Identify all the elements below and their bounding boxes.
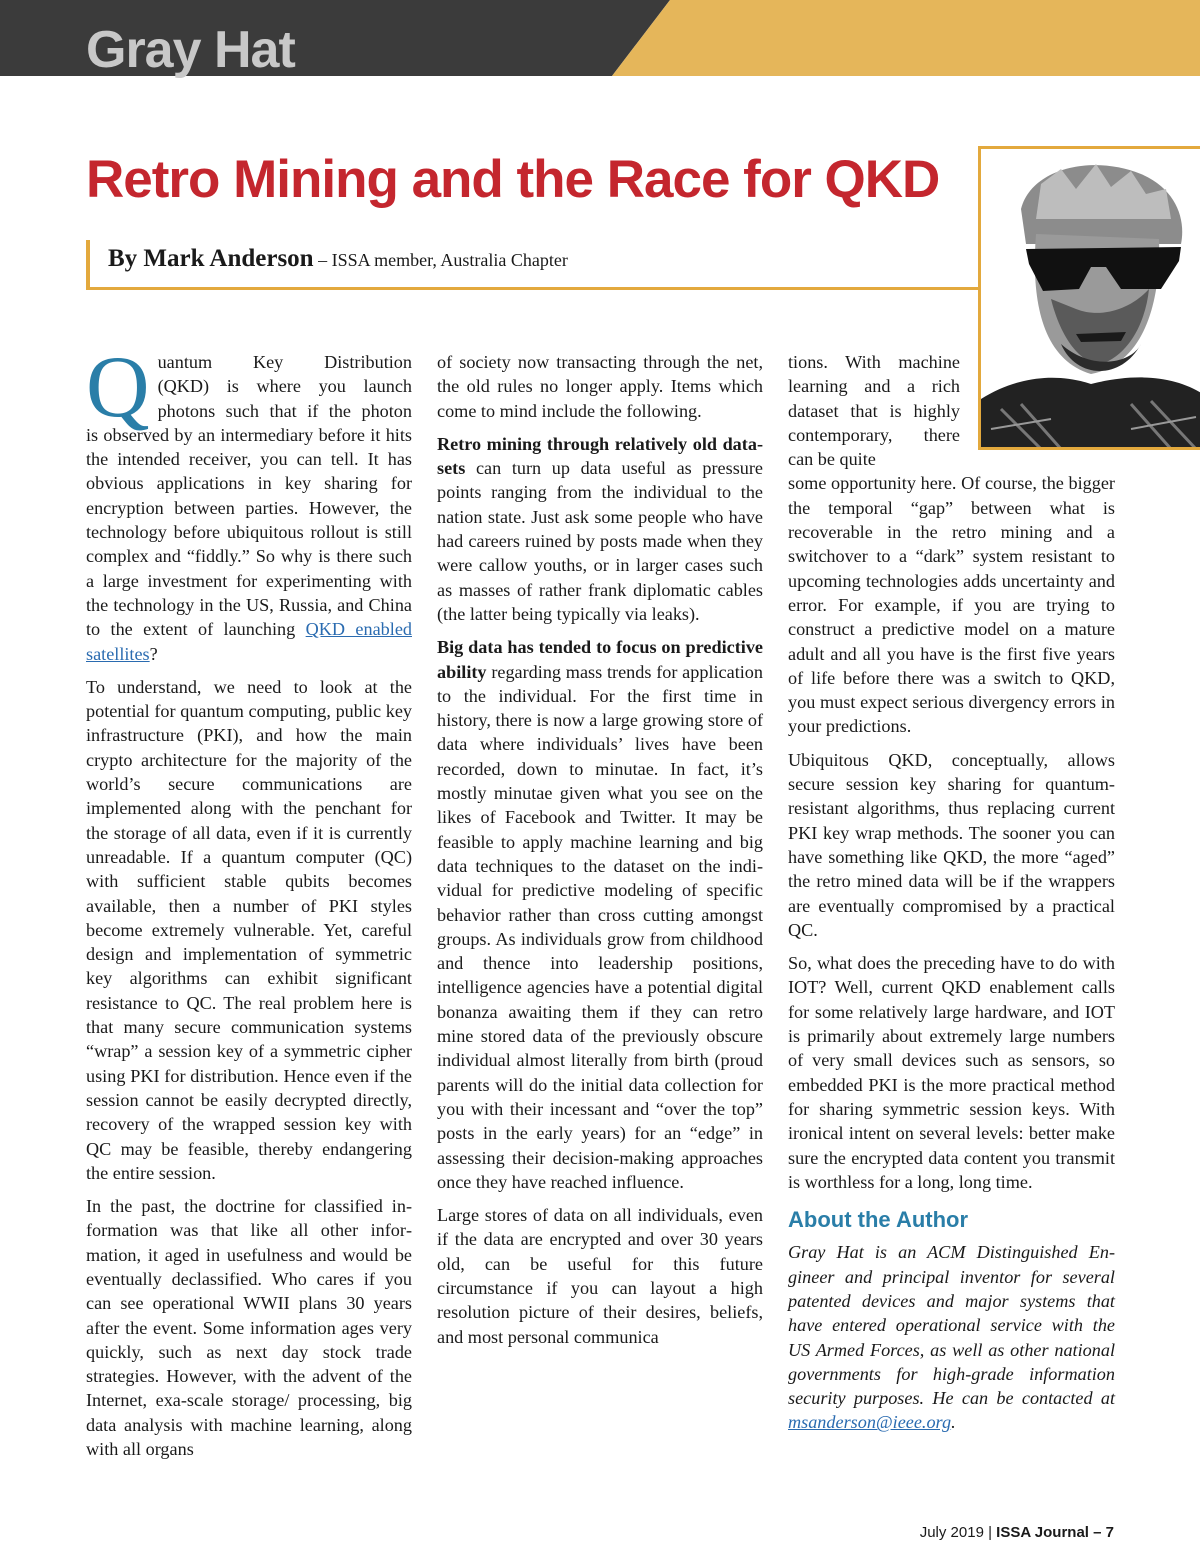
p1-line-2: (QKD) is where you launch	[157, 376, 412, 397]
byline	[108, 245, 568, 273]
retro-mining-lead: Retro mining through relatively old datasets	[437, 433, 763, 479]
author-affiliation: – ISSA member, Australia Chapter	[313, 250, 568, 270]
p8-narrow: tions. With machine learning and a rich dataset that is highly contemporary, there can be quite	[788, 352, 960, 470]
footer-date: July 2019 |	[919, 1524, 997, 1541]
page-footer	[920, 1524, 1114, 1541]
byline-box	[86, 240, 978, 290]
qkd-satellites-link[interactable]: QKD enabled satellites	[86, 619, 412, 664]
p1-end: ?	[149, 643, 158, 664]
about-author-text	[788, 1240, 1115, 1434]
p8-rest: some opportunity here. Of course, the bigger the temporal “gap” between what is recoverable in the retro mining and a switchover to a “dark” system resistant to upcoming technologies adds uncertainty and error. For example, if you are trying to construct a predictive model on a mature adult and all you have is the first five years of life before there was a switch to QKD, you must expect serious divergency errors in your predictions.	[788, 473, 1115, 737]
p6-text: regarding mass trends for application to the individual. For the first time in history, there is now a large growing store of data where individuals’ lives have been recorded, down to minutae. In fact, it’s mostly minutae given what you see on the likes of Facebook and Twitter. It may be feasible to apply machine learning and big data techniques to the dataset on the individual for predictive modeling of specific behavior rather than cross cutting amongst groups. As individuals grow from childhood and thence into leadership positions, intelligence agencies have a potential digital bonanza awaiting them if they can retro mine stored data of the previously obscure individual almost literally from birth (proud parents will do the initial data collection for you with their incessant and “over the top” posts in the early years) for an “edge” in assessing their decision-making approaches once they have reached influence.	[437, 661, 763, 1192]
p1-line-1: uantum Key Distribution	[157, 352, 412, 372]
paragraph-6	[437, 635, 763, 1194]
p1-rest: is observed by an intermediary before it hits the intended receiver, you can tell. It has obvious applications in key sharing for encryption between parties. However, the technology before ubiquitous rollout is still complex and “fiddly.” So why is there such a large investment for experimenting with the technology in the US, Russia, and China to the extent of launching	[86, 424, 412, 640]
column-1	[86, 339, 412, 1470]
paragraph-4: of society now transacting through the net, the old rules no longer apply. Items which come to mind include the following.	[437, 352, 763, 421]
paragraph-10: So, what does the preceding have to do with IOT? Well, current QKD enablement calls for some relatively large hardware, and IOT is primarily about extremely large numbers of very small devices such as sensors, so embedded PKI is the more practical method for sharing symmetric session keys. With ironical intent on several levels: better make sure the encrypted data content you transmit is worthless for a long, long time.	[788, 953, 1115, 1192]
column-3	[788, 350, 1115, 1444]
paragraph-8	[788, 350, 1115, 739]
big-data-lead: Big data has tended to focus on predictive ability	[437, 637, 763, 682]
drop-cap: Q	[86, 339, 150, 436]
about-author-heading: About the Author	[788, 1207, 969, 1233]
footer-journal: ISSA Journal – 7	[996, 1524, 1114, 1541]
paragraph-7: Large stores of data on all individuals, even if the data are encrypted and over 30 years old, can be useful for this future circumstance if you can layout a high resolution picture of their desires, beliefs, and most personal communica	[437, 1205, 763, 1347]
paragraph-2: To understand, we need to look at the potential for quantum computing, public key infrastructure (PKI), and how the main crypto architecture for the majority of the world’s secure communications are implemented along with the penchant for the storage of all data, even if it is currently unreadable. If a quantum computer (QC) with sufficient stable qubits becomes available, then a number of PKI styles become extremely vulnerable. Yet, careful design and implementation of symmetric key algorithms can exhibit significant resistance to QC. The real problem here is that many secure communication systems “wrap” a session key of a symmetric cipher using PKI for distribution. Hence even if the session cannot be easily decrypted directly, recovery of the wrapped session key with QC may be feasible, thereby endangering the entire session.	[86, 676, 412, 1183]
author-name: By Mark Anderson	[108, 245, 314, 272]
banner-gold-band	[612, 0, 1200, 76]
article-title: Retro Mining and the Race for QKD	[86, 150, 940, 209]
author-email-link[interactable]: msanderson@ieee.org	[788, 1412, 952, 1433]
about-text: Gray Hat is an ACM Distinguished Engineer and principal inventor for several patented devices and major systems that have entered operational service with the US Armed Forces, as well as other national governments for high-grade information security purposes. He can be contacted at	[788, 1242, 1115, 1409]
paragraph-3: In the past, the doctrine for classified information was that like all other information, it aged in usefulness and would be eventually declassified. Who cares if you can see operational WWII plans 30 years after the event. Some information ages very quickly, such as next day stock trade strategies. However, with the advent of the Internet, exa-scale storage/ processing, big data analysis with machine learning, along with all organs	[86, 1196, 412, 1460]
section-title: Gray Hat	[86, 21, 295, 79]
p1-line-3: photons such that if the photon	[157, 400, 412, 421]
paragraph-5	[437, 432, 763, 626]
section-banner	[0, 0, 1200, 79]
about-end: .	[951, 1412, 956, 1433]
p5-text: can turn up data useful as pressure points ranging from the individual to the nation state. Just ask some people who have had careers ruined by posts made when they were callow youths, or in larger cases such as masses of rather frank diplomatic cables (the latter being typically via leaks).	[437, 458, 763, 624]
paragraph-9: Ubiquitous QKD, conceptually, allows secure session key sharing for quantum-resistant algorithms, thus replacing current PKI key wrap methods. The sooner you can have something like QKD, the more “aged” the retro mined data will be if the wrappers are eventually compromised by a practical QC.	[788, 749, 1115, 940]
column-2	[437, 350, 763, 1358]
paragraph-1	[86, 339, 412, 666]
